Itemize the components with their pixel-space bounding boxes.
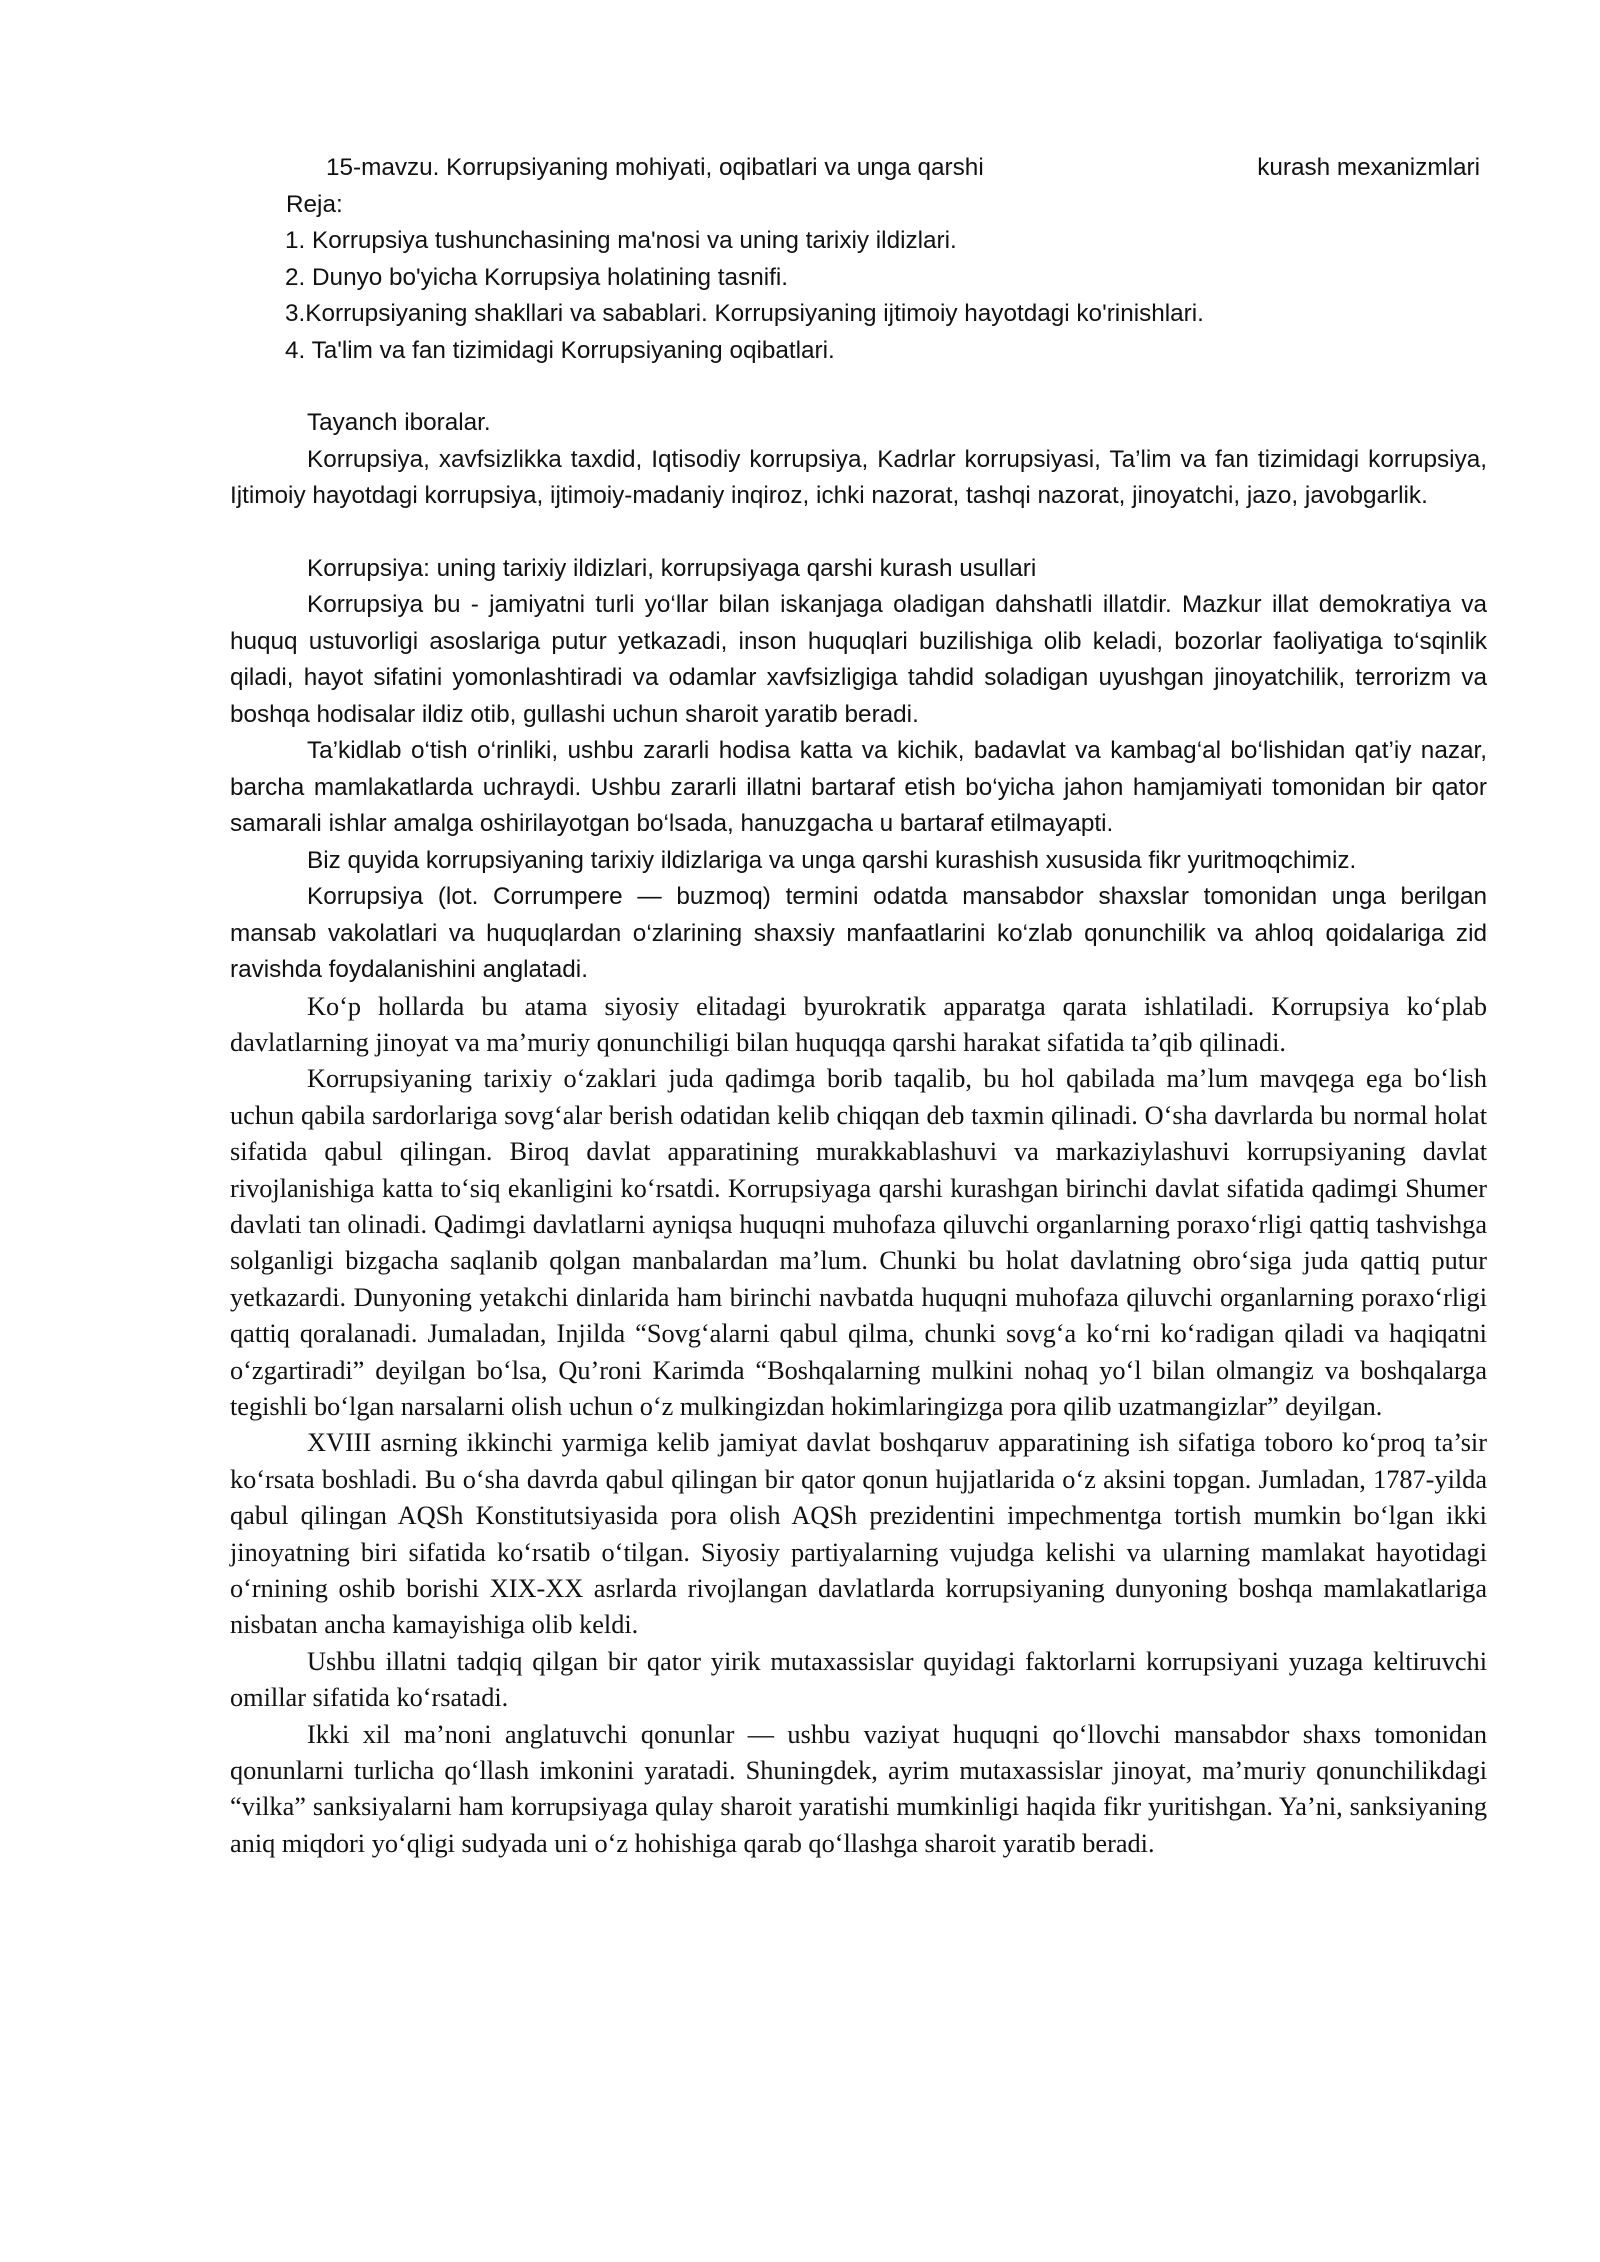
keywords-label: Tayanch iboralar. [307,409,491,436]
body-paragraph: XVIII asrning ikkinchi yarmiga kelib jamiyat davlat boshqaruv apparatining ish sifatiga toboro ko‘proq ta’sir ko‘rsata boshladi. Bu o‘sha davrda qabul qilingan bir qator qonun hujjatlarida o‘z aksini topgan. Jumladan, 1787-yilda qabul qilingan AQSh Konstitutsiyasida pora olish AQSh prezidentini impechmentga tortish mumkin bo‘lgan ikki jinoyatning biri sifatida ko‘rsatib o‘tilgan. Siyosiy partiyalarning vujudga kelishi va ularning mamlakat hayotidagi o‘rnining oshib borishi XIX-XX asrlarda rivojlangan davlatlarda korrupsiyaning dunyoning boshqa mamlakatlariga nisbatan ancha kamayishiga olib keldi. [230,1428,1487,1640]
document-body [230,150,1487,1862]
body-paragraph: Korrupsiyaning tarixiy o‘zaklari juda qadimga borib taqalib, bu hol qabilada ma’lum mavqega ega bo‘lish uchun qabila sardorlariga sovg‘alar berish odatidan kelib chiqqan deb taxmin qilinadi. O‘sha davrlarda bu normal holat sifatida qabul qilingan. Biroq davlat apparatining murakkablashuvi va markaziylashuvi korrupsiyaning davlat rivojlanishiga katta to‘siq ekanligini ko‘rsatdi. Korrupsiyaga qarshi kurashgan birinchi davlat sifatida qadimgi Shumer davlati tan olinadi. Qadimgi davlatlarni ayniqsa huquqni muhofaza qiluvchi organlarning poraxo‘rligi qattiq tashvishga solganligi bizgacha saqlanib qolgan manbalardan ma’lum. Chunki bu holat davlatning obro‘siga juda qattiq putur yetkazardi. Dunyoning yetakchi dinlarida ham birinchi navbatda huquqni muhofaza qiluvchi organlarning poraxo‘rligi qattiq qoralanadi. Jumaladan, Injilda “Sovg‘alarni qabul qilma, chunki sovg‘a ko‘rni ko‘radigan qiladi va haqiqatni o‘zgartiradi” deyilgan bo‘lsa, Qu’roni Karimda “Boshqalarning mulkini nohaq yo‘l bilan olmangiz va boshqalarga tegishli bo‘lgan narsalarni olish uchun o‘z mulkingizdan hokimlaringizga pora qilib uzatmangizlar” deyilgan. [230,1064,1487,1421]
keywords-paragraph: Korrupsiya, xavfsizlikka taxdid, Iqtisodiy korrupsiya, Kadrlar korrupsiyasi, Ta’lim va fan tizimidagi korrupsiya, Ijtimoiy hayotdagi korrupsiya, ijtimoiy-madaniy inqiroz, ichki nazorat, tashqi nazorat, jinoyatchi, jazo, javobgarlik. [230,445,1487,509]
title-right: kurash mexanizmlari [1257,154,1480,181]
section-heading: Korrupsiya: uning tarixiy ildizlari, korrupsiyaga qarshi kurash usullari [307,554,1037,582]
plan-item: 2. Dunyo bo'yicha Korrupsiya holatining tasnifi. [285,263,789,291]
plan-label: Reja: [286,190,343,218]
body-paragraph: Korrupsiya (lot. Corrumpere — buzmoq) termini odatda mansabdor shaxslar tomonidan unga berilgan mansab vakolatlari va huquqlardan o‘zlarining shaxsiy manfaatlarini ko‘zlab qonunchilik va ahloq qoidalariga zid ravishda foydalanishini anglatadi. [230,883,1487,983]
body-paragraph: Ta’kidlab o‘tish o‘rinliki, ushbu zararli hodisa katta va kichik, badavlat va kambag‘al bo‘lishidan qat’iy nazar, barcha mamlakatlarda uchraydi. Ushbu zararli illatni bartaraf etish bo‘yicha jahon hamjamiyati tomonidan bir qator samarali ishlar amalga oshirilayotgan bo‘lsada, hanuzgacha u bartaraf etilmayapti. [230,737,1487,837]
title-row [230,150,1487,187]
serif-section [230,989,1487,1863]
body-paragraph: Korrupsiya bu - jamiyatni turli yo‘llar bilan iskanjaga oladigan dahshatli illatdir. Mazkur illat demokratiya va huquq ustuvorligi asoslariga putur yetkazadi, inson huquqlari buzilishiga olib keladi, bozorlar faoliyatiga to‘sqinlik qiladi, hayot sifatini yomonlashtiradi va odamlar xavfsizligiga tahdid soladigan uyushgan jinoyatchilik, terrorizm va boshqa hodisalar ildiz otib, gullashi uchun sharoit yaratib beradi. [230,591,1487,728]
body-paragraph: Biz quyida korrupsiyaning tarixiy ildizlariga va unga qarshi kurashish xususida fikr yuritmoqchimiz. [307,846,1357,874]
title-left: 15-mavzu. Korrupsiyaning mohiyati, oqibatlari va unga qarshi [326,154,984,181]
spacer [230,515,1487,551]
plan-item: 4. Ta'lim va fan tizimidagi Korrupsiyaning oqibatlari. [285,336,835,364]
body-paragraph: Ikki xil ma’noni anglatuvchi qonunlar — ushbu vaziyat huquqni qo‘llovchi mansabdor shaxs tomonidan qonunlarni turlicha qo‘llash imkonini yaratadi. Shuningdek, ayrim mutaxassislar jinoyat, ma’muriy qonunchilikdagi “vilka” sanksiyalarni ham korrupsiyaga qulay sharoit yaratishi mumkinligi haqida fikr yuritishgan. Ya’ni, sanksiyaning aniq miqdori yo‘qligi sudyada uni o‘z hohishiga qarab qo‘llashga sharoit yaratib beradi. [230,1719,1487,1858]
spacer [230,369,1487,405]
plan-item: 3.Korrupsiyaning shakllari va sabablari. Korrupsiyaning ijtimoiy hayotdagi ko'rinishlari. [285,300,1204,327]
body-paragraph: Ushbu illatni tadqiq qilgan bir qator yirik mutaxassislar quyidagi faktorlarni korrupsiyani yuzaga keltiruvchi omillar sifatida ko‘rsatadi. [230,1646,1487,1713]
plan-item: 1. Korrupsiya tushunchasining ma'nosi va uning tarixiy ildizlari. [285,227,957,254]
sans-section [230,150,1487,989]
body-paragraph: Ko‘p hollarda bu atama siyosiy elitadagi byurokratik apparatga qarata ishlatiladi. Korrupsiya ko‘plab davlatlarning jinoyat va ma’muriy qonunchiligi bilan huquqqa qarshi harakat sifatida ta’qib qilinadi. [230,991,1487,1057]
